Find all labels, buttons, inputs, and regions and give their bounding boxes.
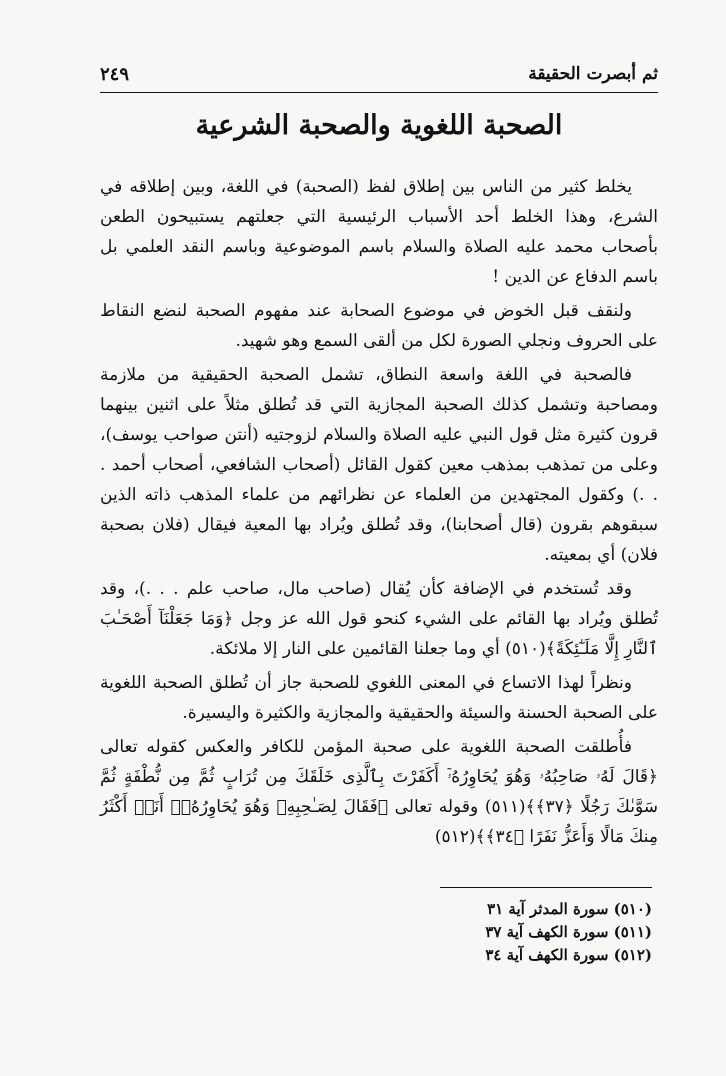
paragraph: ونظراً لهذا الاتساع في المعنى اللغوي للصحبة جاز أن تُطلق الصحبة اللغوية على الصحبة الحسنة والسيئة والحقيقية والمجازية والكثيرة واليسيرة. [100, 673, 658, 723]
paragraph: فأُطلقت الصحبة اللغوية على صحبة المؤمن للكافر والعكس كقوله تعالى ﴿قَالَ لَهُۥ صَاحِبُهُۥ وَهُوَ يُحَاوِرُهُۥٓ أَكَفَرْتَ بِٱلَّذِى خَلَقَكَ مِن تُرَابٍ ثُمَّ مِن نُّطْفَةٍ ثُمَّ سَوَّىٰكَ رَجُلًا ﴿٣٧﴾﴾(٥١١) وقوله تعالى ﴿فَقَالَ لِصَـٰحِبِهِۦ وَهُوَ يُحَاوِرُهُۥٓ أَنَا۠ أَكْثَرُ مِنكَ مَالًا وَأَعَزُّ نَفَرًا ﴿٣٤﴾﴾(٥١٢) [100, 737, 658, 847]
section-title: الصحبة اللغوية والصحبة الشرعية [195, 110, 563, 141]
footnote: (٥١٢) سورة الكهف آية ٣٤ [485, 946, 652, 964]
paragraph: فالصحبة في اللغة واسعة النطاق، تشمل الصحبة الحقيقية من ملازمة ومصاحبة وتشمل كذلك الصحبة المجازية التي قد تُطلق مثلاً على اثنين بينهما قرون كثيرة مثل قول النبي عليه الصلاة والسلام لزوجتيه (أنتن صواحب يوسف)، وعلى من تمذهب بمذهب معين كقول القائل (أصحاب الشافعي، أصحاب أحمد . . .) وكقول المجتهدين من العلماء عن نظرائهم من علماء المذهب ذاته الذين سبقوهم بقرون (قال أصحابنا)، وقد تُطلق ويُراد بها المعية فيقال (فلان بصحبة فلان) أي بمعيته. [100, 365, 658, 565]
page-header [100, 62, 658, 88]
footnote-divider [440, 887, 652, 888]
paragraph: وقد تُستخدم في الإضافة كأن يُقال (صاحب مال، صاحب علم . . .)، وقد تُطلق ويُراد بها القائم على الشيء كنحو قول الله عز وجل ﴿وَمَا جَعَلْنَآ أَصْحَـٰبَ ٱلنَّارِ إِلَّا مَلَـٰٓئِكَةً﴾(٥١٠) أي وما جعلنا القائمين على النار إلا ملائكة. [100, 579, 658, 659]
footnote: (٥١٠) سورة المدثر آية ٣١ [487, 900, 652, 918]
running-title: ثم أبصرت الحقيقة [528, 64, 658, 84]
footnotes [392, 898, 652, 967]
paragraph: ولنقف قبل الخوض في موضوع الصحابة عند مفهوم الصحبة لنضع النقاط على الحروف ونجلي الصورة لكل من ألقى السمع وهو شهيد. [100, 301, 658, 351]
page-number: ٢٤٩ [100, 64, 130, 85]
header-divider [100, 92, 658, 93]
body-text [100, 172, 658, 856]
paragraph: يخلط كثير من الناس بين إطلاق لفظ (الصحبة) في اللغة، وبين إطلاقه في الشرع، وهذا الخلط أحد الأسباب الرئيسية التي جعلتهم يستبيحون الطعن بأصحاب محمد عليه الصلاة والسلام باسم الموضوعية وباسم النقد العلمي بل باسم الدفاع عن الدين ! [100, 177, 658, 287]
footnote: (٥١١) سورة الكهف آية ٣٧ [485, 923, 652, 941]
